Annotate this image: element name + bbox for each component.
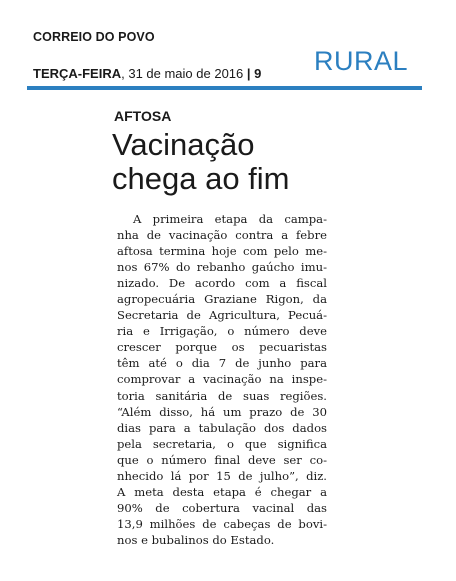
headline-line: chega ao fim [112, 161, 290, 196]
body-line: nha de vacinação contra a febre [117, 228, 327, 243]
article-body [117, 211, 327, 548]
page-number: 9 [254, 66, 262, 81]
date-line [33, 66, 261, 81]
headline-line: Vacinação [112, 127, 255, 162]
body-line: que o número final deve ser co- [117, 452, 327, 467]
body-line: nizado. De acordo com a fiscal [117, 276, 327, 291]
body-line: ria e Irrigação, o número deve [117, 324, 327, 339]
header-rule [27, 86, 422, 90]
body-line: A primeira etapa da campa- [133, 212, 327, 226]
body-line: dias para a tabulação dos dados [117, 420, 327, 435]
publication-date: , 31 de maio de 2016 [121, 66, 244, 81]
newspaper-masthead: CORREIO DO POVO [33, 30, 155, 44]
body-line: nhecido lá por 15 de julho”, diz. [117, 468, 327, 483]
article-headline [112, 128, 412, 196]
body-line: nos 67% do rebanho gaúcho imu- [117, 260, 327, 275]
body-line: 13,9 milhões de cabeças de bovi- [117, 516, 327, 531]
body-line: têm até o dia 7 de junho para [117, 356, 327, 371]
body-line: comprovar a vacinação na inspe- [117, 372, 327, 387]
article-kicker: AFTOSA [114, 108, 172, 124]
body-line: crescer porque os pecuaristas [117, 340, 327, 355]
body-line: toria sanitária de suas regiões. [117, 388, 327, 403]
body-line: pela secretaria, o que significa [117, 436, 327, 451]
body-line: Secretaria de Agricultura, Pecuá- [117, 308, 327, 323]
section-label: RURAL [313, 46, 408, 76]
body-line: aftosa termina hoje com pelo me- [117, 244, 327, 259]
body-line: agropecuária Graziane Rigon, da [117, 292, 327, 307]
body-line: 90% de cobertura vacinal das [117, 500, 327, 515]
date-separator: | [243, 66, 255, 81]
body-line: nos e bubalinos do Estado. [117, 532, 275, 547]
body-line: A meta desta etapa é chegar a [117, 484, 327, 499]
body-line: “Além disso, há um prazo de 30 [117, 404, 327, 419]
weekday: TERÇA-FEIRA [33, 66, 122, 81]
